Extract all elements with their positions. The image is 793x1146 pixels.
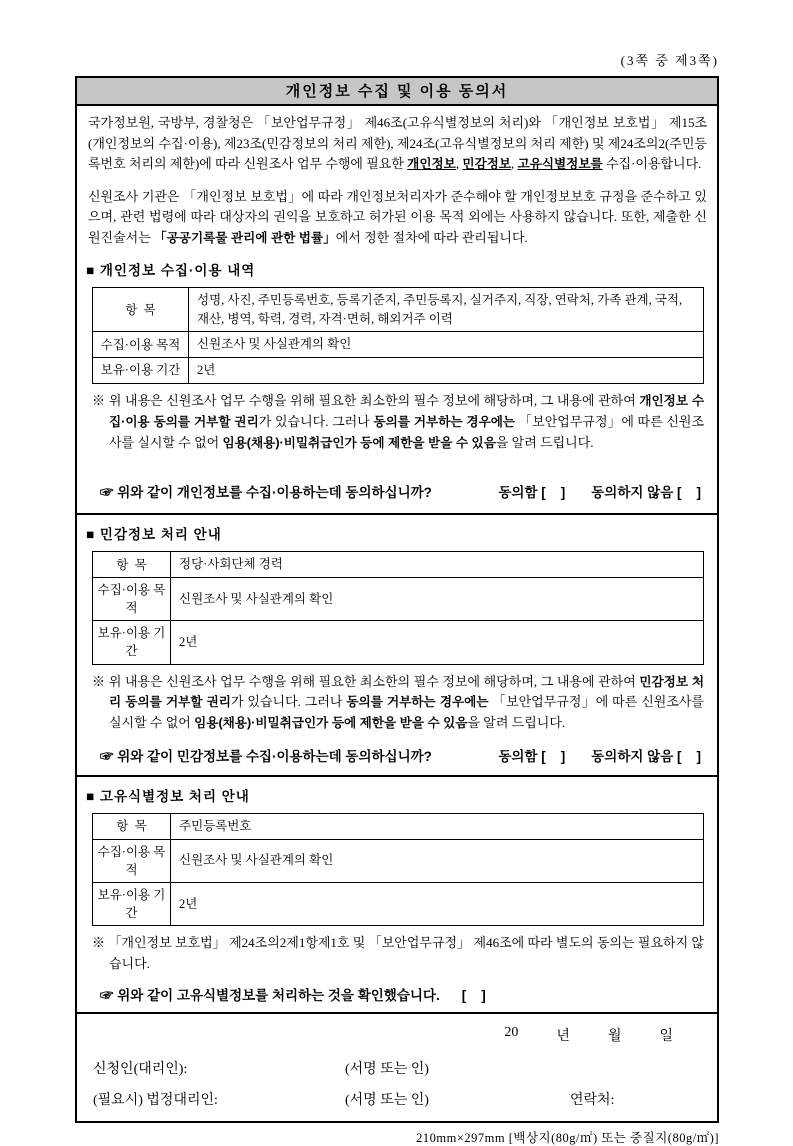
- intro-paragraph-compliance: 신원조사 기관은 「개인정보 보호법」에 따라 개인정보처리자가 준수해야 할 개인정보보호 규정을 준수하고 있으며, 관련 법령에 따라 대상자의 권익을 보호하고 허가된 이용 목적 외에는 사용하지 않습니다. 또한, 제출한 신원진술서는 「공공기록물 관리에 관한 법률」에서 정한 절차에 따라 관리됩니다.: [88, 188, 707, 246]
- row-label-items: 항 목: [93, 552, 171, 578]
- consent-options: [498, 481, 701, 501]
- confirm-checkbox[interactable]: [ ]: [461, 987, 486, 1003]
- consent-form: [75, 76, 719, 1123]
- row-value-items: 주민등록번호: [171, 813, 704, 839]
- intro-paragraph-legal-basis: 국가정보원, 국방부, 경찰청은 「보안업무규정」 제46조(고유식별정보의 처리)와 「개인정보 보호법」 제15조(개인정보의 수집·이용), 제23조(민감정보의 처리 제한), 제24조(고유식별정보의 처리 제한) 및 제24조의2(주민등록번호 처리의 제한)에 따라 신원조사 업무 수행에 필요한 개인정보, 민감정보, 고유식별정보를 수집·이용합니다.: [88, 115, 707, 172]
- disagree-checkbox[interactable]: [ ]: [677, 485, 701, 501]
- date-year-prefix: 20: [504, 1024, 519, 1040]
- table-row: [93, 813, 704, 839]
- table-row: [93, 882, 704, 925]
- agree-option: [498, 745, 565, 765]
- page-body: [0, 76, 793, 1146]
- applicant-label: 신청인(대리인):: [93, 1061, 188, 1077]
- disagree-option: [591, 481, 701, 501]
- table-row: [93, 839, 704, 882]
- row-value-purpose: 신원조사 및 사실관계의 확인: [171, 839, 704, 882]
- signature-block: [77, 1012, 717, 1121]
- confirm-prompt: ☞ 위와 같이 고유식별정보를 처리하는 것을 확인했습니다.: [100, 987, 440, 1003]
- section-sensitive-info-note: ※ 위 내용은 신원조사 업무 수행을 위해 필요한 최소한의 필수 정보에 해당하며, 그 내용에 관하여 민감정보 처리 동의를 거부할 권리가 있습니다. 그러나 동의를 거부하는 경우에는 「보안업무규정」에 따른 신원조사를 실시할 수 없어 임용(채용)·비밀취급인가 등에 제한을 받을 수 있음을 알려 드립니다.: [92, 673, 704, 731]
- personal-info-table: [92, 287, 704, 384]
- row-label-purpose: 수집·이용 목적: [93, 332, 189, 358]
- form-title: 개인정보 수집 및 이용 동의서: [77, 78, 717, 106]
- guardian-seal-note: (서명 또는 인): [345, 1092, 429, 1108]
- row-label-retention: 보유·이용 기간: [93, 358, 189, 384]
- row-label-items: 항 목: [93, 287, 189, 332]
- section-sensitive-info: [77, 513, 717, 775]
- disagree-option: [591, 745, 701, 765]
- form-intro: [77, 106, 717, 251]
- section-personal-info: [77, 251, 717, 513]
- row-value-retention: 2년: [171, 621, 704, 664]
- table-row: [93, 332, 704, 358]
- row-label-items: 항 목: [93, 813, 171, 839]
- unique-id-confirm-line: [100, 984, 701, 1004]
- date-day-label: 일: [659, 1028, 673, 1044]
- agree-label: 동의함: [498, 485, 538, 501]
- date-month-label: 월: [607, 1028, 622, 1044]
- table-row: [93, 578, 704, 621]
- agree-option: [498, 481, 565, 501]
- table-row: [93, 552, 704, 578]
- agree-label: 동의함: [498, 748, 538, 764]
- page-indicator: (3쪽 중 제3쪽): [620, 53, 719, 68]
- row-label-retention: 보유·이용 기간: [93, 882, 171, 925]
- agree-checkbox[interactable]: [ ]: [541, 485, 566, 501]
- row-label-retention: 보유·이용 기간: [93, 621, 171, 664]
- guardian-signature-row: [93, 1089, 701, 1109]
- disagree-label: 동의하지 않음: [591, 748, 674, 764]
- section-personal-info-heading: ■ 개인정보 수집·이용 내역: [86, 262, 256, 278]
- contact-label: 연락처:: [570, 1092, 615, 1108]
- row-label-purpose: 수집·이용 목적: [93, 578, 171, 621]
- unique-id-table: [92, 813, 704, 926]
- consent-prompt: ☞ 위와 같이 개인정보를 수집·이용하는데 동의하십니까?: [100, 485, 432, 501]
- section-sensitive-info-heading: ■ 민감정보 처리 안내: [86, 527, 222, 543]
- sensitive-info-table: [92, 551, 704, 664]
- row-value-retention: 2년: [189, 358, 704, 384]
- row-value-purpose: 신원조사 및 사실관계의 확인: [189, 332, 704, 358]
- applicant-signature-row: [93, 1058, 701, 1078]
- consent-options: [498, 745, 701, 765]
- row-value-retention: 2년: [171, 882, 704, 925]
- row-value-items: 성명, 사진, 주민등록번호, 등록기준지, 주민등록지, 실거주지, 직장, 연락처, 가족 관계, 국적, 재산, 병역, 학력, 경력, 자격·면허, 해외거주 이력: [189, 287, 704, 332]
- table-row: [93, 287, 704, 332]
- paper-spec-note: 210mm×297mm [백상지(80g/㎡) 또는 중질지(80g/㎡)]: [416, 1130, 719, 1145]
- personal-info-consent-line: [100, 481, 701, 501]
- section-unique-id-note: ※ 「개인정보 보호법」 제24조의2제1항제1호 및 「보안업무규정」 제46조에 따라 별도의 동의는 필요하지 않습니다.: [92, 935, 704, 971]
- sensitive-info-consent-line: [100, 745, 701, 765]
- row-value-items: 정당·사회단체 경력: [171, 552, 704, 578]
- table-row: [93, 621, 704, 664]
- guardian-label: (필요시) 법정대리인:: [93, 1092, 218, 1108]
- section-unique-id-info: [77, 775, 717, 1012]
- consent-prompt: ☞ 위와 같이 민감정보를 수집·이용하는데 동의하십니까?: [100, 748, 432, 764]
- section-unique-id-heading: ■ 고유식별정보 처리 안내: [86, 788, 250, 804]
- date-year-label: 년: [556, 1028, 570, 1044]
- section-personal-info-note: ※ 위 내용은 신원조사 업무 수행을 위해 필요한 최소한의 필수 정보에 해당하며, 그 내용에 관하여 개인정보 수집·이용 동의를 거부할 권리가 있습니다. 그러나 동의를 거부하는 경우에는 「보안업무규정」에 따른 신원조사를 실시할 수 없어 임용(채용)·비밀취급인가 등에 제한을 받을 수 있음을 알려 드립니다.: [92, 392, 704, 450]
- date-line: [93, 1020, 701, 1047]
- agree-checkbox[interactable]: [ ]: [541, 748, 566, 764]
- disagree-checkbox[interactable]: [ ]: [677, 748, 701, 764]
- row-label-purpose: 수집·이용 목적: [93, 839, 171, 882]
- applicant-seal-note: (서명 또는 인): [345, 1061, 429, 1077]
- table-row: [93, 358, 704, 384]
- disagree-label: 동의하지 않음: [591, 485, 674, 501]
- row-value-purpose: 신원조사 및 사실관계의 확인: [171, 578, 704, 621]
